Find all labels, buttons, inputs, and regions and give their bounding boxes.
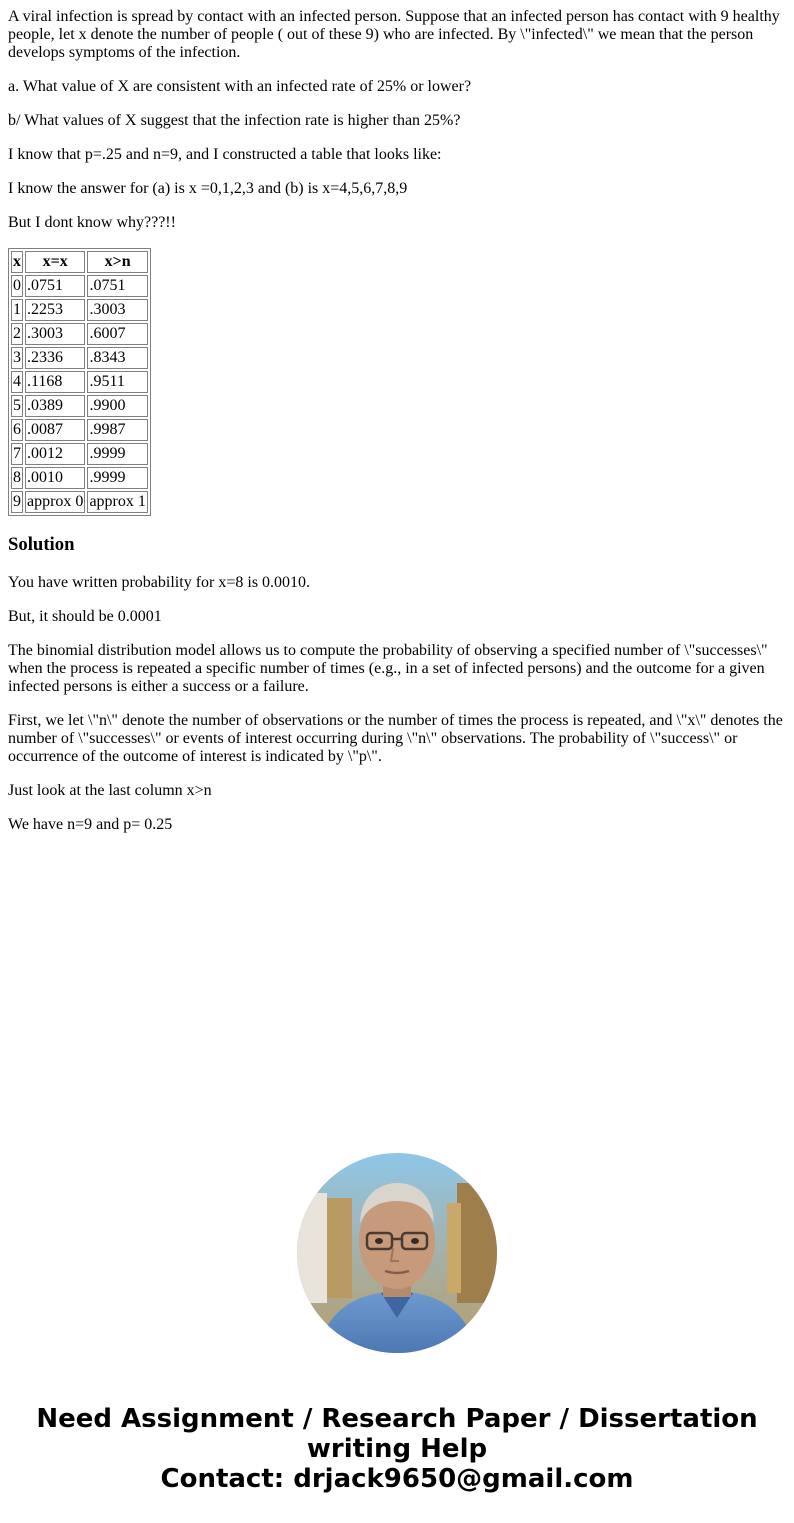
- cell-cumulative: approx 1: [87, 491, 147, 513]
- cell-prob: .0087: [25, 419, 85, 441]
- cell-prob: .0010: [25, 467, 85, 489]
- cell-x: 5: [11, 395, 23, 417]
- header-x-equals-x: x=x: [25, 251, 85, 273]
- footer-line-1: Need Assignment / Research Paper / Dissertation: [36, 1404, 758, 1434]
- solution-p4: First, we let \"n\" denote the number of observations or the number of times the process is repeated, and \"x\" denotes the number of \"successes\" or events of interest occurring during \"n\" observations. The probability of \"success\" or occurrence of the outcome of interest is indicated by \"p\".: [8, 712, 783, 765]
- author-avatar: [297, 1153, 497, 1353]
- cell-x: 6: [11, 419, 23, 441]
- cell-prob: .0389: [25, 395, 85, 417]
- author-portrait-image: [297, 1153, 497, 1353]
- cell-cumulative: .8343: [87, 347, 147, 369]
- table-row: [11, 299, 148, 321]
- footer-line-2: writing Help: [306, 1434, 488, 1464]
- cell-cumulative: .3003: [87, 299, 147, 321]
- cell-prob: .0751: [25, 275, 85, 297]
- table-row: [11, 491, 148, 513]
- question-know-answer: I know the answer for (a) is x =0,1,2,3 and (b) is x=4,5,6,7,8,9: [8, 180, 408, 197]
- cell-prob: .2336: [25, 347, 85, 369]
- probability-table: [8, 248, 151, 516]
- footer-banner: [0, 1404, 794, 1494]
- cell-cumulative: .9900: [87, 395, 147, 417]
- cell-cumulative: .9999: [87, 443, 147, 465]
- solution-heading: Solution: [8, 534, 75, 555]
- table-header-row: [11, 251, 148, 273]
- solution-p1: You have written probability for x=8 is 0.0010.: [8, 574, 311, 591]
- table-row: [11, 371, 148, 393]
- cell-prob: approx 0: [25, 491, 85, 513]
- solution-p6: We have n=9 and p= 0.25: [8, 816, 173, 833]
- cell-x: 4: [11, 371, 23, 393]
- cell-prob: .3003: [25, 323, 85, 345]
- cell-cumulative: .9987: [87, 419, 147, 441]
- cell-x: 9: [11, 491, 23, 513]
- cell-cumulative: .9511: [87, 371, 147, 393]
- cell-x: 0: [11, 275, 23, 297]
- solution-p2: But, it should be 0.0001: [8, 608, 162, 625]
- cell-cumulative: .6007: [87, 323, 147, 345]
- cell-x: 1: [11, 299, 23, 321]
- solution-p5: Just look at the last column x>n: [8, 782, 212, 799]
- table-row: [11, 323, 148, 345]
- table-row: [11, 419, 148, 441]
- cell-x: 8: [11, 467, 23, 489]
- table-row: [11, 467, 148, 489]
- cell-x: 3: [11, 347, 23, 369]
- table-row: [11, 275, 148, 297]
- cell-x: 7: [11, 443, 23, 465]
- table-row: [11, 443, 148, 465]
- question-part-a: a. What value of X are consistent with an infected rate of 25% or lower?: [8, 78, 472, 95]
- footer-contact: Contact: drjack9650@gmail.com: [160, 1464, 634, 1494]
- question-intro: A viral infection is spread by contact with an infected person. Suppose that an infected person has contact with 9 healthy people, let x denote the number of people ( out of these 9) who are infected. By \"infected\" we mean that the person develops symptoms of the infection.: [8, 8, 780, 61]
- question-know-pn: I know that p=.25 and n=9, and I constructed a table that looks like:: [8, 146, 442, 163]
- cell-cumulative: .0751: [87, 275, 147, 297]
- cell-prob: .1168: [25, 371, 85, 393]
- solution-p3: The binomial distribution model allows us to compute the probability of observing a specified number of \"successes\" when the process is repeated a specific number of times (e.g., in a set of infected persons) and the outcome for a given infected persons is either a success or a failure.: [8, 642, 768, 695]
- cell-x: 2: [11, 323, 23, 345]
- cell-prob: .0012: [25, 443, 85, 465]
- table-row: [11, 347, 148, 369]
- header-x-gt-n: x>n: [87, 251, 147, 273]
- cell-prob: .2253: [25, 299, 85, 321]
- question-part-b: b/ What values of X suggest that the infection rate is higher than 25%?: [8, 112, 461, 129]
- table-row: [11, 395, 148, 417]
- header-x: x: [11, 251, 23, 273]
- question-dont-know: But I dont know why???!!: [8, 214, 176, 231]
- cell-cumulative: .9999: [87, 467, 147, 489]
